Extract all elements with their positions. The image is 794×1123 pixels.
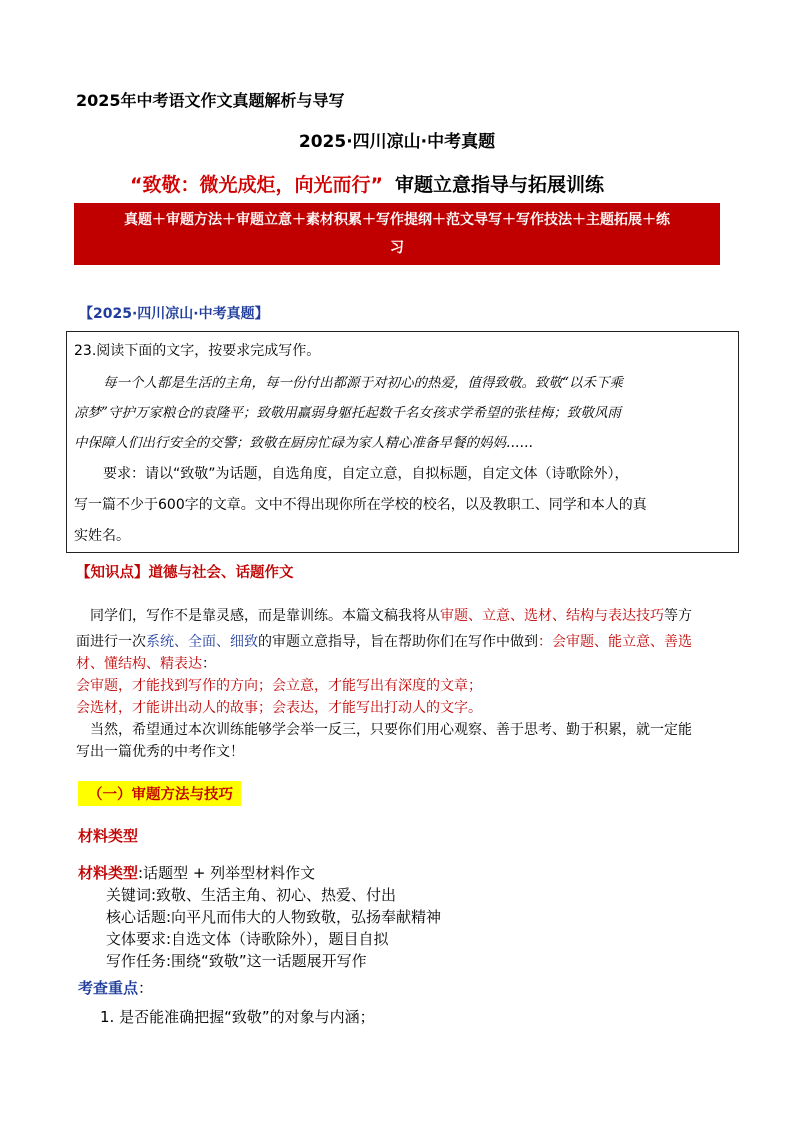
theme-guide: 审题立意指导与拓展训练 bbox=[394, 174, 604, 196]
intro-highlight: ：会审题、能立意、善选 bbox=[538, 634, 692, 650]
intro-line: 当然，希望通过本次训练能够学会举一反三，只要你们用心观察、善于思考、勤于积累，就一定能 bbox=[90, 722, 692, 738]
material-type-label: 材料类型 bbox=[78, 864, 139, 882]
intro-line: 写出一篇优秀的中考作文！ bbox=[76, 744, 244, 760]
knowledge-point: 【知识点】道德与社会、话题作文 bbox=[76, 565, 294, 581]
intro-line: 会审题，才能找到写作的方向；会立意，才能写出有深度的文章； bbox=[76, 678, 482, 694]
banner-line-2: 习 bbox=[390, 240, 404, 256]
exam-title: 2025·四川凉山·中考真题 bbox=[298, 132, 496, 152]
keywords-row: 关键词:致敬、生活主角、初心、热爱、付出 bbox=[106, 886, 397, 904]
question-material-line: 凉梦”守护万家粮仓的袁隆平；致敬用羸弱身躯托起数千名女孩求学希望的张桂梅；致敬风雨 bbox=[74, 405, 621, 421]
material-type-value: :话题型 + 列举型材料作文 bbox=[138, 864, 316, 882]
theme-quote: “致敬：微光成炬，向光而行” bbox=[130, 174, 383, 196]
intro-line bbox=[76, 653, 216, 673]
focus-heading-colon: ： bbox=[138, 979, 154, 997]
focus-heading bbox=[78, 977, 153, 998]
intro-highlight: 审题、立意、选材、结构与表达技巧 bbox=[440, 608, 664, 624]
section-heading: （一）审题方法与技巧 bbox=[78, 781, 241, 806]
question-material-line: 每一个人都是生活的主角，每一份付出都源于对初心的热爱，值得致敬。致敬“以禾下乘 bbox=[103, 375, 623, 391]
intro-text: 等方 bbox=[664, 608, 692, 624]
focus-item: 1. 是否能准确把握“致敬”的对象与内涵； bbox=[100, 1008, 375, 1026]
intro-line: 会选材，才能讲出动人的故事；会表达，才能写出打动人的文字。 bbox=[76, 700, 482, 716]
question-box bbox=[66, 331, 739, 553]
question-requirement-line: 实姓名。 bbox=[74, 528, 130, 544]
intro-highlight: 材、懂结构、精表达 bbox=[76, 656, 202, 672]
intro-text: 的审题立意指导，旨在帮助你们在写作中做到 bbox=[258, 634, 538, 650]
intro-line bbox=[76, 631, 692, 651]
question-instruction: 23.阅读下面的文字，按要求完成写作。 bbox=[74, 343, 321, 359]
intro-text: 面进行一次 bbox=[76, 634, 146, 650]
intro-highlight: 系统、全面、细致 bbox=[146, 634, 258, 650]
intro-text: ： bbox=[202, 656, 216, 672]
exam-tag: 【2025·四川凉山·中考真题】 bbox=[79, 306, 269, 322]
intro-text: 同学们，写作不是靠灵感，而是靠训练。本篇文稿我将从 bbox=[90, 608, 440, 624]
contents-banner bbox=[74, 203, 720, 265]
material-type-heading: 材料类型 bbox=[78, 827, 139, 845]
theme-heading bbox=[130, 170, 604, 197]
question-requirement-line: 要求：请以“致敬”为话题，自选角度，自定立意，自拟标题，自定文体（诗歌除外）， bbox=[103, 466, 629, 482]
intro-line bbox=[90, 605, 692, 625]
banner-line-1: 真题＋审题方法＋审题立意＋素材积累＋写作提纲＋范文导写＋写作技法＋主题拓展＋练 bbox=[124, 212, 670, 228]
question-requirement-line: 写一篇不少于600字的文章。文中不得出现你所在学校的校名，以及教职工、同学和本人的真 bbox=[74, 497, 647, 513]
core-topic-row: 核心话题:向平凡而伟大的人物致敬，弘扬奉献精神 bbox=[106, 908, 442, 926]
document-title: 2025年中考语文作文真题解析与导写 bbox=[76, 91, 345, 110]
task-row: 写作任务:围绕“致敬”这一话题展开写作 bbox=[106, 952, 367, 970]
focus-heading-label: 考查重点 bbox=[78, 979, 139, 997]
genre-row: 文体要求:自选文体（诗歌除外），题目自拟 bbox=[106, 930, 389, 948]
question-material-line: 中保障人们出行安全的交警；致敬在厨房忙碌为家人精心准备早餐的妈妈…… bbox=[74, 435, 533, 451]
material-type-row bbox=[78, 862, 315, 883]
